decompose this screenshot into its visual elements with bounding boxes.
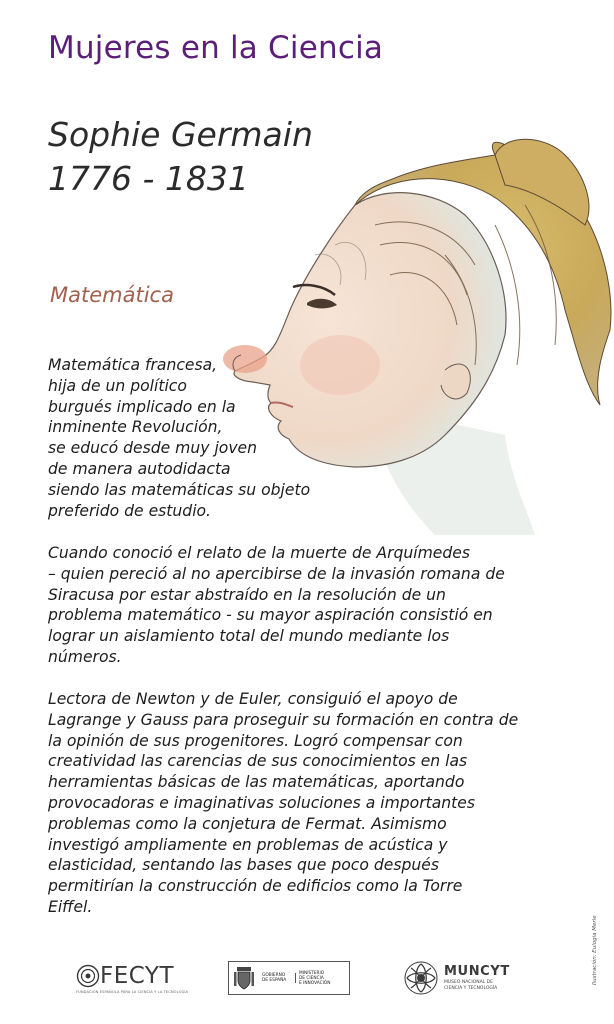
text-line: problemas como la conjetura de Fermat. Asimismo bbox=[48, 814, 447, 833]
text-line: investigó ampliamente en problemas de acústica y bbox=[48, 835, 448, 854]
text-line: Siracusa por estar abstraído en la resolución de un bbox=[48, 585, 446, 604]
text-line: – quien pereció al no apercibirse de la invasión romana de bbox=[48, 564, 505, 583]
text-line: herramientas básicas de las matemáticas, aportando bbox=[48, 773, 465, 792]
fecyt-logo bbox=[76, 963, 189, 994]
name-block bbox=[48, 113, 313, 201]
ministry-label: MINISTERIO DE CIENCIA E INNOVACIÓN bbox=[299, 970, 331, 986]
text-line: siendo las matemáticas su objeto bbox=[48, 480, 311, 499]
text-line: la opinión de sus progenitores. Logró compensar con bbox=[48, 731, 463, 750]
person-name: Sophie Germain bbox=[48, 115, 313, 154]
text-line: inminente Revolución, bbox=[48, 418, 223, 437]
field-label: Matemática bbox=[50, 283, 174, 307]
fecyt-logo-icon bbox=[76, 964, 100, 988]
text-line: Cuando conoció el relato de la muerte de Arquímedes bbox=[48, 544, 471, 562]
text-line: elasticidad, sentando las bases que poco después bbox=[48, 856, 439, 875]
text-line: permitirían la construcción de edificios como la Torre bbox=[48, 877, 463, 896]
text-line: burgués implicado en la bbox=[48, 397, 236, 416]
text-line: números. bbox=[48, 647, 122, 666]
text-line: Lectora de Newton y de Euler, consiguió el apoyo de bbox=[48, 690, 458, 708]
spain-coat-of-arms-icon bbox=[234, 965, 254, 991]
muncyt-subtitle: MUSEO NACIONAL DE CIENCIA Y TECNOLOGÍA bbox=[444, 979, 498, 991]
text-line: provocadoras e imaginativas soluciones a importantes bbox=[48, 793, 476, 812]
text-line: creatividad las carencias de sus conocimientos en las bbox=[48, 752, 468, 771]
text-line: se educó desde muy joven bbox=[48, 439, 258, 458]
muncyt-logo-icon bbox=[404, 961, 438, 995]
fecyt-subtitle: FUNDACIÓN ESPAÑOLA PARA LA CIENCIA Y LA TECNOLOGÍA bbox=[76, 990, 189, 994]
text-line: preferido de estudio. bbox=[48, 501, 212, 520]
fecyt-wordmark: FECYT bbox=[100, 963, 175, 989]
ministry-logo bbox=[228, 961, 350, 995]
illustration-credit: Ilustración: Eulogia Merle bbox=[592, 915, 598, 985]
bio-paragraph-1 bbox=[48, 355, 310, 521]
bio-paragraph-2 bbox=[48, 543, 505, 668]
bio-paragraph-3 bbox=[48, 689, 518, 918]
text-line: Lagrange y Gauss para proseguir su formación en contra de bbox=[48, 710, 519, 729]
text-line: Matemática francesa, bbox=[48, 356, 218, 374]
text-line: problema matemático - su mayor aspiración consistió en bbox=[48, 606, 493, 625]
muncyt-logo bbox=[404, 961, 524, 995]
muncyt-wordmark: MUNCYT bbox=[444, 963, 510, 979]
text-line: lograr un aislamiento total del mundo mediante los bbox=[48, 627, 450, 646]
series-title: Mujeres en la Ciencia bbox=[48, 30, 384, 66]
text-line: hija de un político bbox=[48, 376, 187, 395]
text-line: Eiffel. bbox=[48, 897, 93, 916]
text-line: de manera autodidacta bbox=[48, 459, 231, 478]
life-years: 1776 - 1831 bbox=[48, 159, 249, 198]
gov-label: GOBIERNO DE ESPAÑA bbox=[259, 973, 296, 983]
footer-logos bbox=[0, 955, 614, 1005]
